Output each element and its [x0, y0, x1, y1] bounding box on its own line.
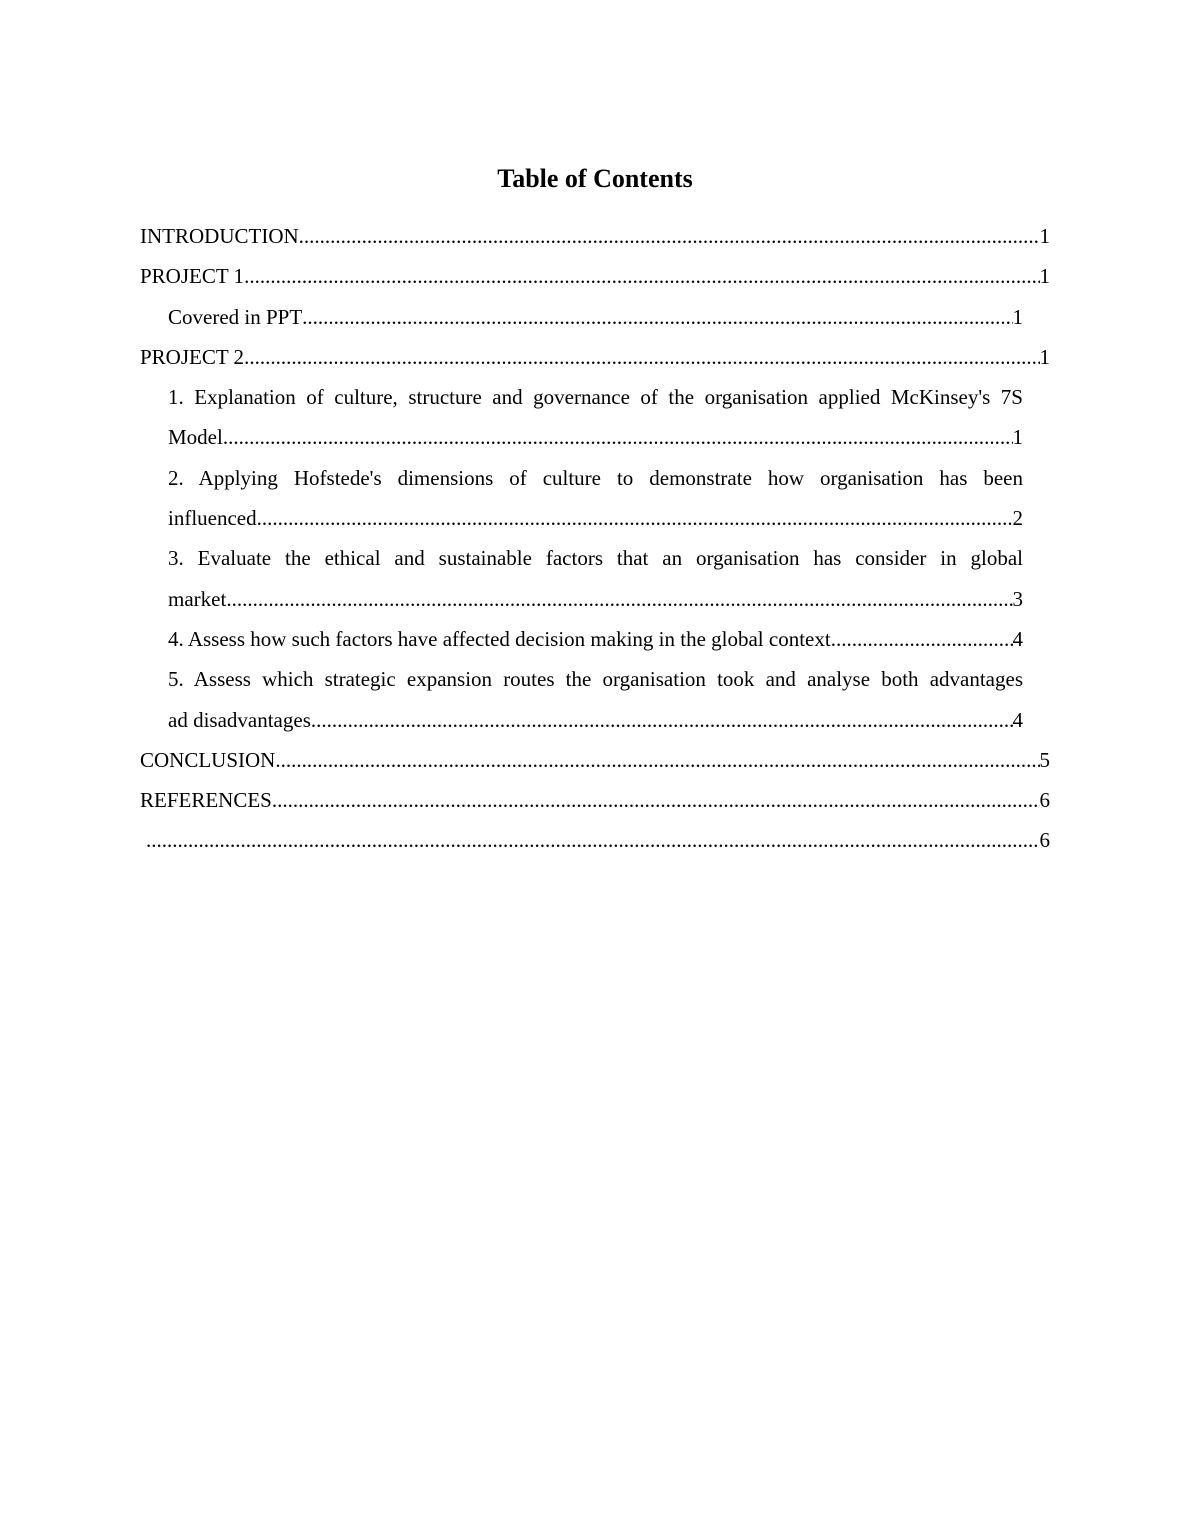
page-number: 5 — [1039, 747, 1050, 772]
table-of-contents — [140, 216, 1050, 861]
dot-leader — [311, 700, 1013, 740]
toc-entry-text: INTRODUCTION — [140, 224, 299, 248]
toc-entry-hofstede[interactable] — [168, 458, 1023, 539]
toc-entry-project-2[interactable] — [140, 337, 1050, 377]
toc-entry-text: CONCLUSION — [140, 747, 276, 772]
toc-entry-text: PROJECT 2 — [140, 344, 245, 369]
toc-entry-text-line: 5. Assess which strategic expansion routes the organisation took and analyse both advantages — [168, 667, 1023, 692]
toc-entry-decision-making[interactable] — [168, 619, 1023, 659]
toc-entry-introduction[interactable] — [140, 216, 1050, 256]
toc-entry-references[interactable] — [140, 780, 1050, 820]
page-number: 1 — [1039, 344, 1050, 369]
dot-leader — [257, 498, 1013, 538]
dot-leader — [226, 579, 1012, 619]
page-number: 6 — [1039, 788, 1050, 813]
dot-leader — [302, 297, 1012, 337]
page-number: 4 — [1012, 707, 1023, 732]
page-number: 1 — [1012, 304, 1023, 329]
dot-leader — [831, 619, 1013, 659]
page-number: 1 — [1039, 224, 1050, 248]
toc-entry-text-line: 1. Explanation of culture, structure and governance of the organisation applied McKinsey's 7S — [168, 385, 1023, 410]
toc-entry-text: Model — [168, 425, 223, 450]
toc-entry-text: PROJECT 1 — [140, 264, 245, 289]
toc-entry-text-line: 2. Applying Hofstede's dimensions of culture to demonstrate how organisation has been — [168, 465, 1023, 490]
dot-leader — [244, 337, 1039, 377]
toc-entry-text: REFERENCES — [140, 788, 272, 813]
toc-entry-ethical-factors[interactable] — [168, 538, 1023, 619]
dot-leader — [223, 417, 1013, 457]
toc-entry-text: market — [168, 586, 227, 611]
toc-entry-expansion-routes[interactable] — [168, 659, 1023, 740]
toc-entry-text: ad disadvantages — [168, 707, 311, 732]
page-number: 2 — [1012, 506, 1023, 531]
toc-entry-text: influenced — [168, 506, 257, 531]
dot-leader — [299, 216, 1040, 256]
dot-leader — [244, 256, 1039, 296]
page-number: 1 — [1012, 425, 1023, 450]
dot-leader — [275, 740, 1039, 780]
dot-leader — [272, 780, 1040, 820]
page-number: 3 — [1012, 586, 1023, 611]
toc-entry-text-line: 3. Evaluate the ethical and sustainable factors that an organisation has consider in global — [168, 546, 1023, 571]
page-number: 4 — [1012, 626, 1023, 651]
toc-entry-text: 4. Assess how such factors have affected decision making in the global context — [168, 626, 831, 651]
toc-entry-covered-in-ppt[interactable] — [168, 297, 1023, 337]
page-number: 6 — [1039, 828, 1050, 853]
toc-entry-project-1[interactable] — [140, 256, 1050, 296]
page-number: 1 — [1039, 264, 1050, 289]
dot-leader — [146, 820, 1040, 860]
toc-entry-conclusion[interactable] — [140, 740, 1050, 780]
toc-title: Table of Contents — [497, 164, 693, 193]
toc-entry-mckinsey-7s[interactable] — [168, 377, 1023, 458]
toc-entry-untitled[interactable] — [146, 820, 1050, 860]
toc-entry-text: Covered in PPT — [168, 304, 303, 329]
